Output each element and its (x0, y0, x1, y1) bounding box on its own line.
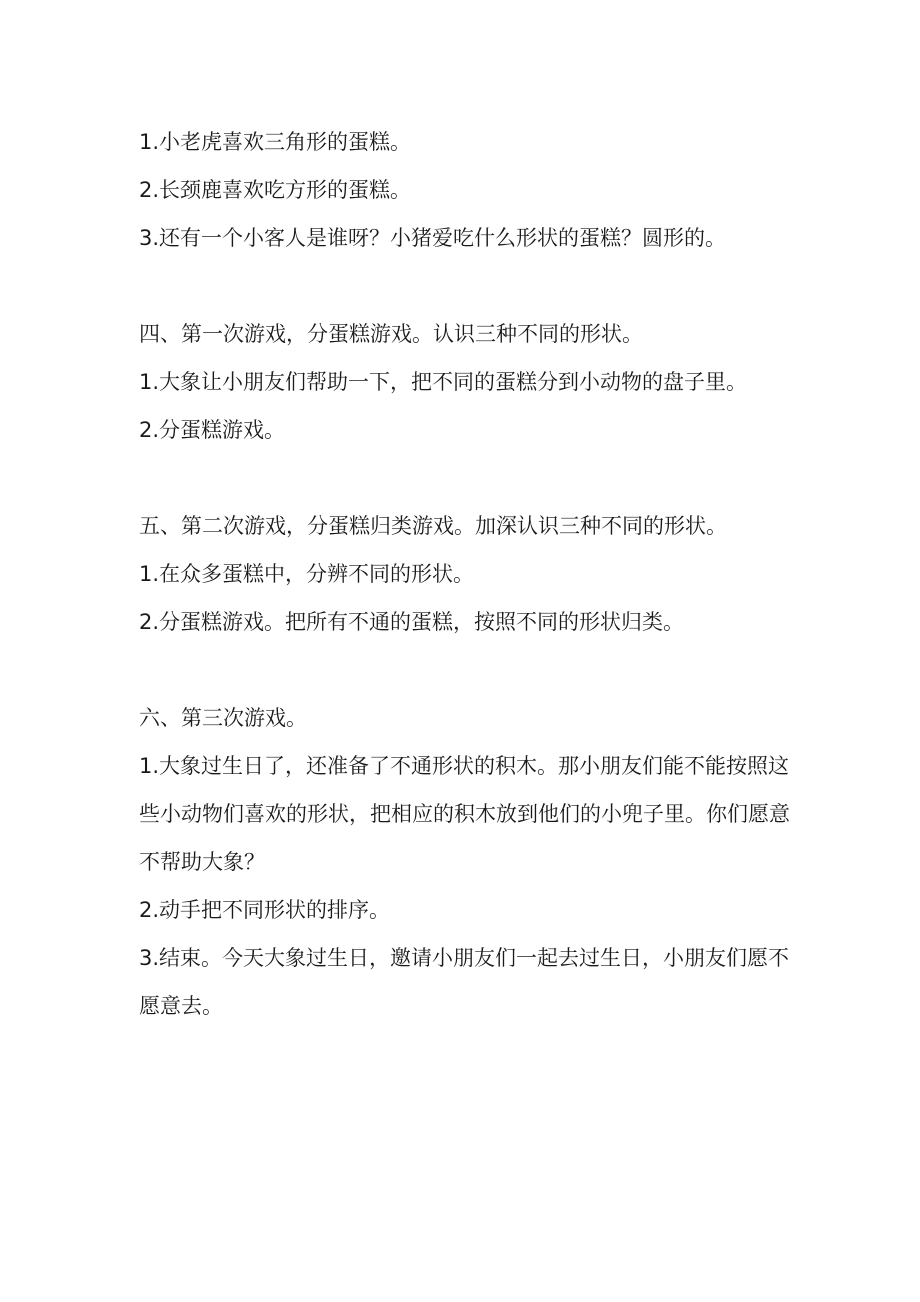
list-item: 1.小老虎喜欢三角形的蛋糕。 (139, 130, 412, 154)
list-item: 1.大象过生日了，还准备了不通形状的积木。那小朋友们能不能按照这些小动物们喜欢的形状，把相应的积木放到他们的小兜子里。你们愿意不帮助大象？ (139, 754, 790, 874)
section-heading: 五、第二次游戏，分蛋糕归类游戏。加深认识三种不同的形状。 (139, 514, 727, 538)
list-item: 3.还有一个小客人是谁呀？小猪爱吃什么形状的蛋糕？圆形的。 (139, 226, 727, 250)
list-item: 3.结束。今天大象过生日，邀请小朋友们一起去过生日，小朋友们愿不愿意去。 (139, 946, 790, 1018)
section-heading: 四、第一次游戏，分蛋糕游戏。认识三种不同的形状。 (139, 322, 643, 346)
section-four (139, 310, 799, 454)
list-item: 2.分蛋糕游戏。把所有不通的蛋糕，按照不同的形状归类。 (139, 610, 685, 634)
list-item: 2.长颈鹿喜欢吃方形的蛋糕。 (139, 178, 412, 202)
list-item: 1.在众多蛋糕中，分辨不同的形状。 (139, 562, 475, 586)
list-item: 1.大象让小朋友们帮助一下，把不同的蛋糕分到小动物的盘子里。 (139, 370, 748, 394)
list-item: 2.动手把不同形状的排序。 (139, 898, 391, 922)
section-five (139, 502, 799, 646)
section-heading: 六、第三次游戏。 (139, 706, 307, 730)
list-item: 2.分蛋糕游戏。 (139, 418, 286, 442)
document-body (139, 118, 799, 1030)
section-six (139, 694, 799, 1030)
section-intro (139, 118, 799, 262)
